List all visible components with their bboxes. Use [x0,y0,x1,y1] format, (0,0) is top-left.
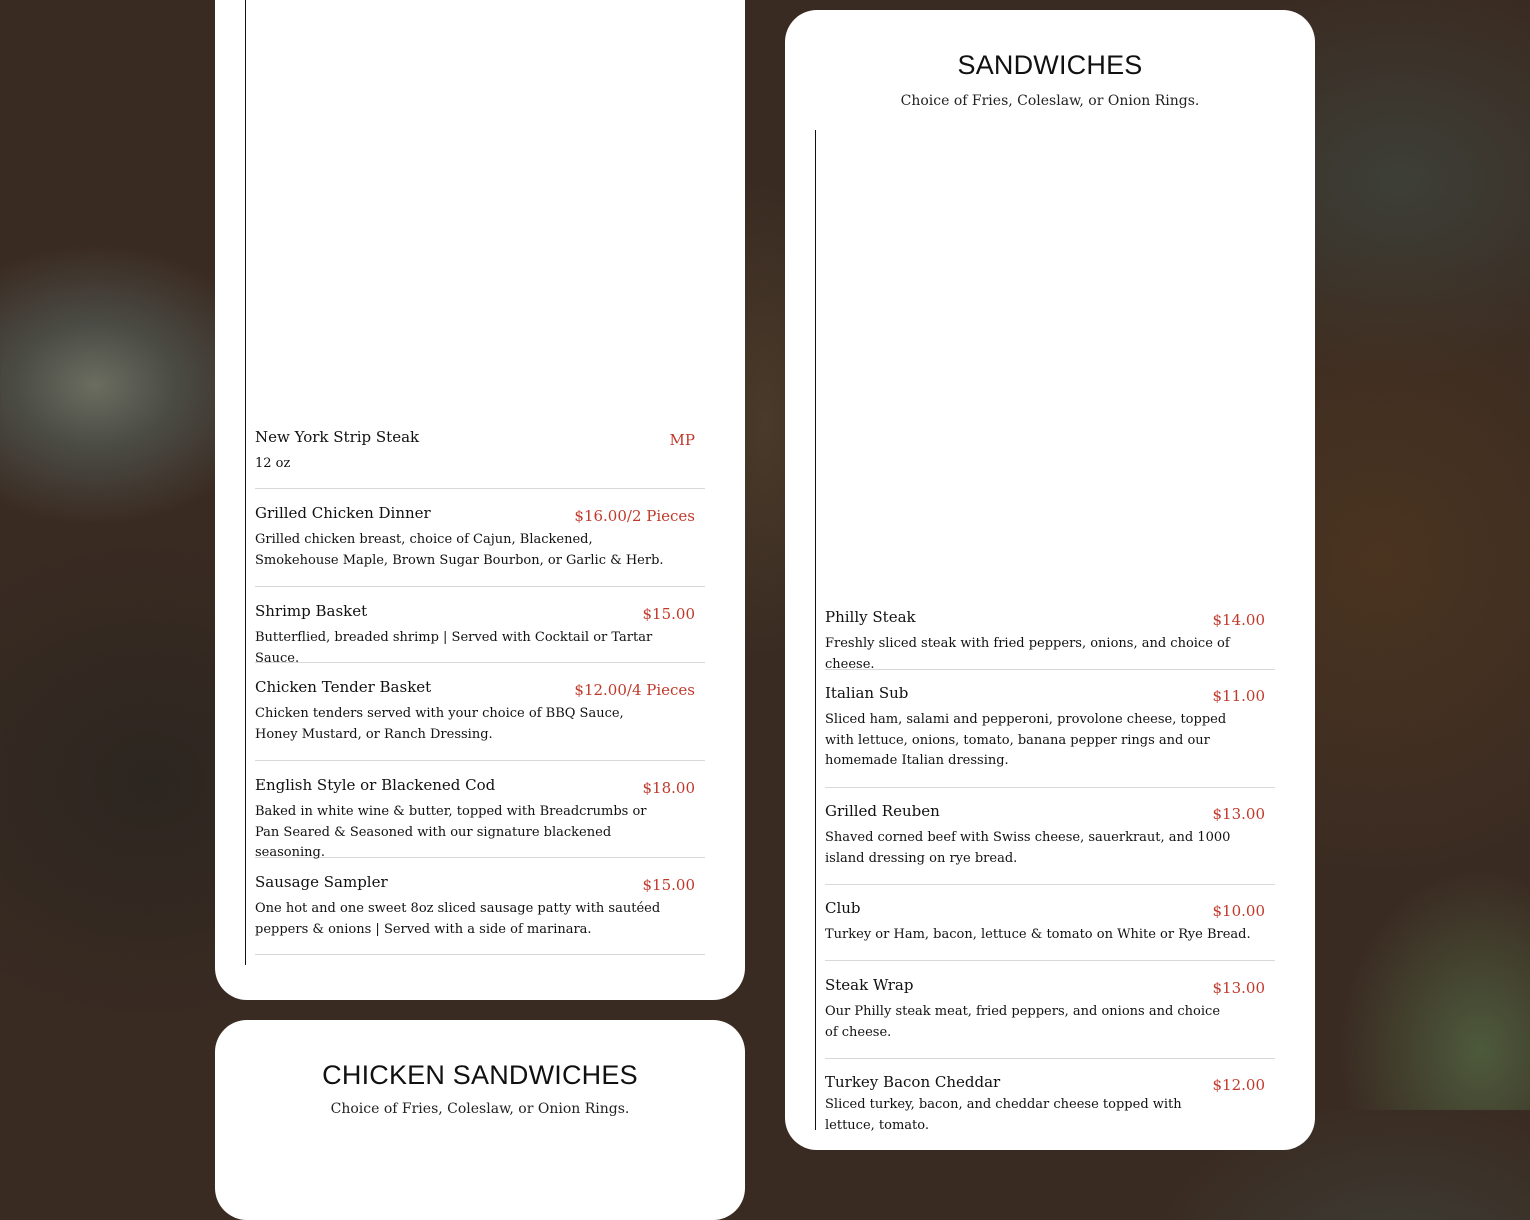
item-price: $15.00 [642,876,695,894]
item-description: One hot and one sweet 8oz sliced sausage patty with sautéed peppers & onions | Served with a side of marinara. [255,901,661,937]
item-price: $12.00/4 Pieces [574,681,695,699]
item-name: Steak Wrap [825,976,914,994]
menu-card-sandwiches [785,10,1315,1150]
item-name: Sausage Sampler [255,873,388,891]
item-name: Grilled Chicken Dinner [255,504,431,522]
item-price: MP [669,431,695,449]
item-description: Turkey or Ham, bacon, lettuce & tomato on White or Rye Bread. [825,927,1251,942]
item-name: English Style or Blackened Cod [255,776,496,794]
card-divider-line [245,0,246,965]
item-name: Turkey Bacon Cheddar [825,1073,1001,1091]
menu-item [825,608,1275,670]
menu-item [255,428,705,489]
menu-item [255,678,705,761]
item-name: Italian Sub [825,684,909,702]
item-description: Shaved corned beef with Swiss cheese, sauerkraut, and 1000 island dressing on rye bread. [825,830,1231,866]
section-subtitle: Choice of Fries, Coleslaw, or Onion Rings. [900,93,1200,109]
item-name: Grilled Reuben [825,802,940,820]
item-price: $16.00/2 Pieces [574,507,695,525]
item-price: $10.00 [1212,902,1265,920]
item-description: Freshly sliced steak with fried peppers, onions, and choice of cheese. [825,636,1230,672]
item-description: Baked in white wine & butter, topped with Breadcrumbs or Pan Seared & Seasoned with our signature blackened seasoning. [255,804,647,860]
section-subtitle: Choice of Fries, Coleslaw, or Onion Rings. [330,1101,630,1117]
section-title: CHICKEN SANDWICHES [322,1060,638,1090]
item-description: Our Philly steak meat, fried peppers, and onions and choice of cheese. [825,1004,1221,1040]
item-description: Butterflied, breaded shrimp | Served with Cocktail or Tartar Sauce. [255,630,653,666]
item-price: $13.00 [1212,805,1265,823]
menu-item [825,802,1275,885]
item-name: Shrimp Basket [255,602,368,620]
item-name: Club [825,899,861,917]
item-description: Grilled chicken breast, choice of Cajun, Blackened, Smokehouse Maple, Brown Sugar Bourbon, or Garlic & Herb. [255,532,664,568]
item-name: New York Strip Steak [255,428,420,446]
card-divider-line [815,130,816,1130]
menu-item [255,504,705,587]
menu-item [255,602,705,666]
item-name: Chicken Tender Basket [255,678,432,696]
menu-item [825,976,1275,1059]
menu-item [825,899,1275,961]
item-name: Philly Steak [825,608,916,626]
item-description: Chicken tenders served with your choice of BBQ Sauce, Honey Mustard, or Ranch Dressing. [255,706,624,742]
item-description: Sliced turkey, bacon, and cheddar cheese topped with lettuce, tomato. [825,1097,1182,1133]
item-price: $11.00 [1212,687,1265,705]
item-price: $13.00 [1212,979,1265,997]
menu-item [825,684,1275,788]
item-price: $18.00 [642,779,695,797]
menu-card-chicken-sandwiches [215,1020,745,1220]
menu-item [255,873,705,955]
item-price: $14.00 [1212,611,1265,629]
item-price: $12.00 [1212,1076,1265,1094]
item-price: $15.00 [642,605,695,623]
section-title: SANDWICHES [957,50,1143,80]
menu-item [255,776,705,858]
menu-card-entrees [215,0,745,1000]
item-description: 12 oz [255,456,291,471]
menu-item [825,1073,1275,1150]
item-description: Sliced ham, salami and pepperoni, provolone cheese, topped with lettuce, onions, tomato, banana pepper rings and our homemade Italian dressing. [825,712,1227,768]
